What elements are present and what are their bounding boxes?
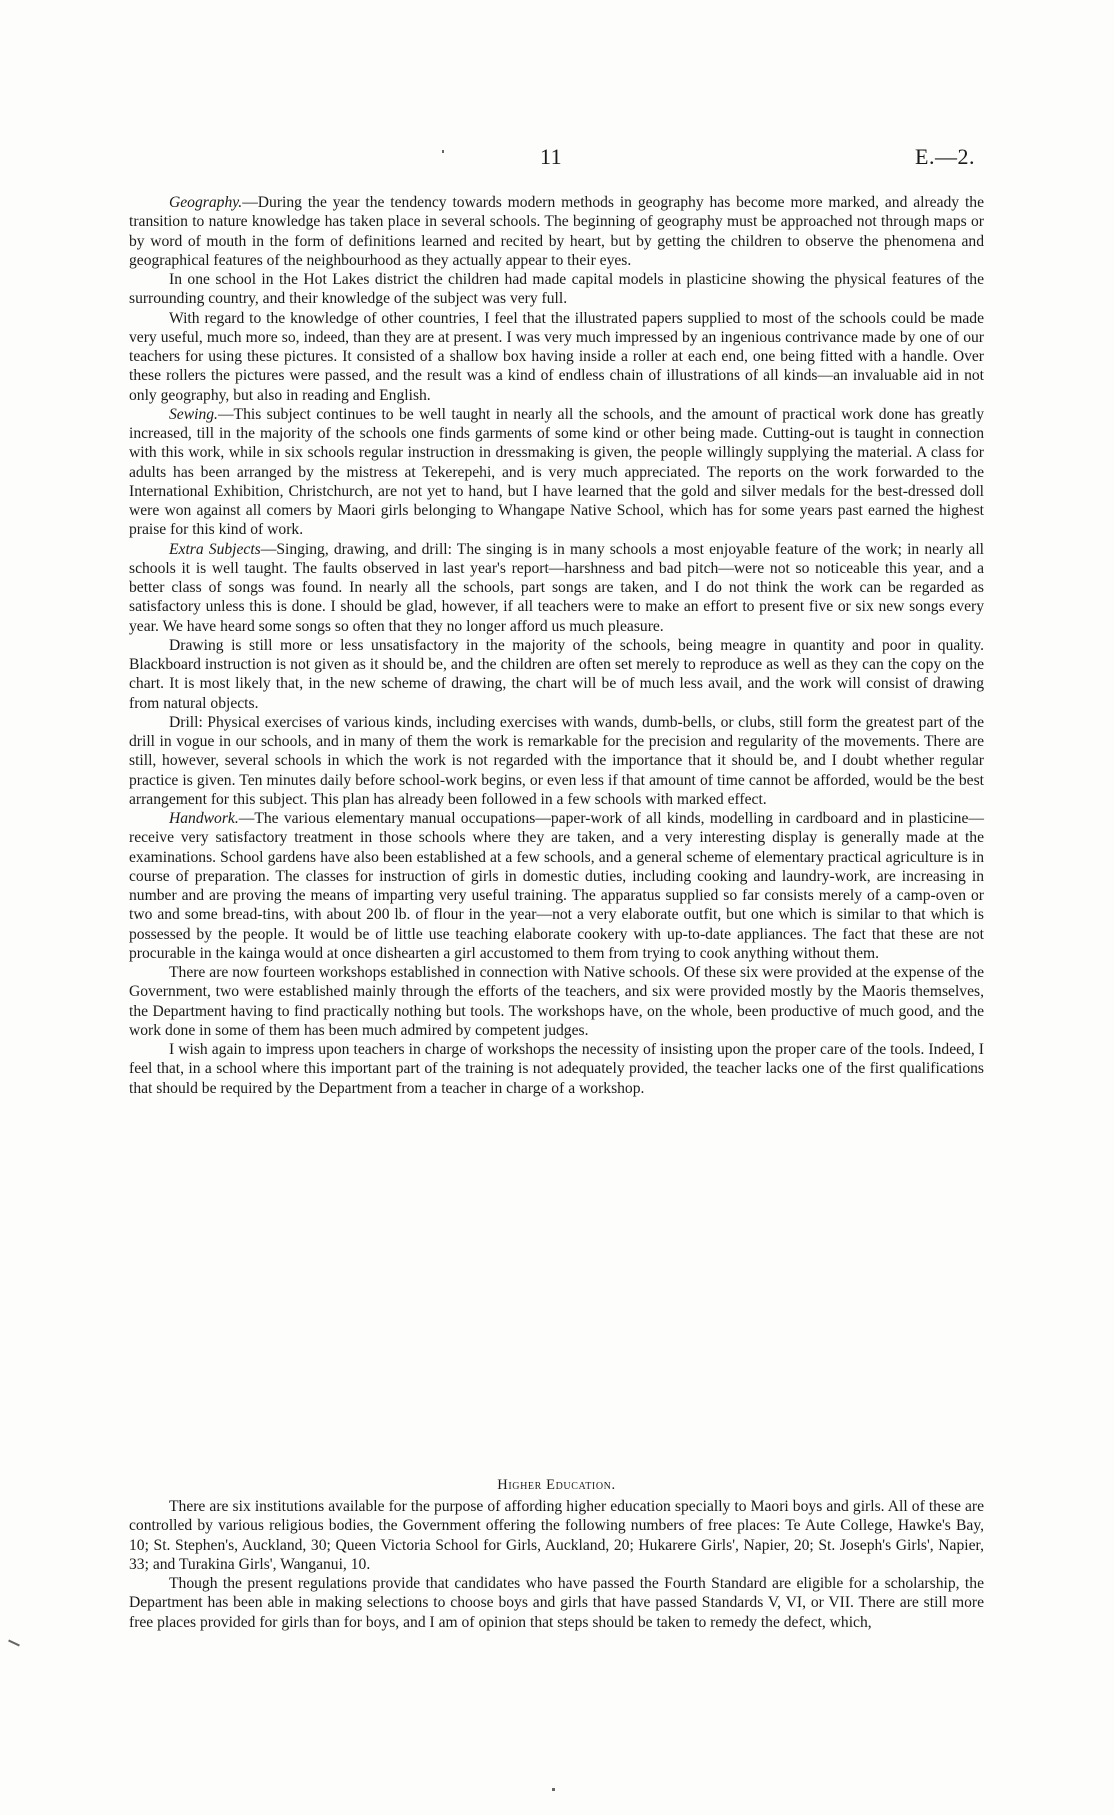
paragraph-text: There are now fourteen workshops established in connection with Native schools. Of these six were provided at the expense of the Government, two were established mainly through the efforts of the teachers, and six were provided mostly by the Maoris themselves, the Department having to find practically nothing but tools. The workshops have, on the whole, been productive of much good, and the work done in some of them has been much admired by competent judges. xyxy=(129,964,984,1039)
scan-artifact-top xyxy=(442,150,444,153)
page-number: 11 xyxy=(540,144,563,169)
paragraph-drill xyxy=(129,713,984,809)
paragraph-extra-subjects xyxy=(129,540,984,636)
scan-artifact-bottom xyxy=(552,1788,555,1791)
paragraph-scholarships xyxy=(129,1574,984,1632)
paragraph-geography xyxy=(129,193,984,270)
body-text xyxy=(129,193,984,1098)
section-heading: Higher Education. xyxy=(497,1477,616,1493)
page-header xyxy=(0,144,1114,174)
section-text xyxy=(129,1497,984,1632)
paragraph-text: Drawing is still more or less unsatisfactory in the majority of the schools, being meagre in quantity and poor in quality. Blackboard instruction is not given as it should be, and the children are often set merely to reproduce as well as they can the copy on the chart. It is most likely that, in the new scheme of drawing, the chart will be of much less avail, and the work will consist of drawing from natural objects. xyxy=(129,636,984,712)
paragraph-text: With regard to the knowledge of other countries, I feel that the illustrated papers supplied to most of the schools could be made very useful, much more so, indeed, than they are at present. I was very much impressed by an ingenious contrivance made by one of our teachers for using these pictures. It consisted of a shallow box having inside a roller at each end, one being fitted with a handle. Over these rollers the pictures were passed, and the result was a kind of endless chain of illustrations of all kinds—an invaluable aid in not only geography, but also in reading and English. xyxy=(129,309,984,404)
paragraph-hot-lakes xyxy=(129,270,984,309)
paragraph-lead: Sewing. xyxy=(169,405,218,423)
paragraph-tools xyxy=(129,1040,984,1098)
paragraph-workshops xyxy=(129,963,984,1040)
scan-artifact-left xyxy=(8,1640,20,1647)
paragraph-lead: Handwork. xyxy=(169,810,239,827)
paragraph-text: I wish again to impress upon teachers in charge of workshops the necessity of insisting upon the proper care of the tools. Indeed, I feel that, in a school where this important part of the training is not adequately provided, the teacher lacks one of the first qualifications that should be required by the Department from a teacher in charge of a workshop. xyxy=(129,1041,984,1097)
paragraph-handwork xyxy=(129,809,984,963)
paragraph-text: In one school in the Hot Lakes district the children had made capital models in plasticine showing the physical features of the surrounding country, and their knowledge of the subject was very full. xyxy=(129,271,984,308)
paragraph-text: Drill: Physical exercises of various kinds, including exercises with wands, dumb-bells, or clubs, still form the greatest part of the drill in vogue in our schools, and in many of them the work is remarkable for the precision and regularity of the movements. There are still, however, several schools in which the work is not regarded with the importance that it should be, and I doubt whether regular practice is given. Ten minutes daily before school-work begins, or even less if that amount of time cannot be afforded, would be the best arrangement for this subject. This plan has already been followed in a few schools with marked effect. xyxy=(129,713,984,808)
document-reference: E.—2. xyxy=(915,144,975,169)
paragraph-other-countries xyxy=(129,309,984,405)
paragraph-text: There are six institutions available for the purpose of affording higher education specially to Maori boys and girls. All of these are controlled by various religious bodies, the Government offering the following numbers of free places: Te Aute College, Hawke's Bay, 10; St. Stephen's, Auckland, 30; Queen Victoria School for Girls, Auckland, 20; Hukarere Girls', Napier, 20; St. Joseph's Girls', Napier, 33; and Turakina Girls', Wanganui, 10. xyxy=(129,1498,984,1573)
paragraph-text: —The various elementary manual occupations—paper-work of all kinds, modelling in cardboard and in plasticine—receive very satisfactory treatment in those schools where they are taken, and a very interesting display is generally made at the examinations. School gardens have also been established at a few schools, and a general scheme of elementary practical agriculture is in course of preparation. The classes for instruction of girls in domestic duties, including cooking and laundry-work, are increasing in number and are proving the means of imparting very useful training. The apparatus supplied so far consists merely of a camp-oven or two and some bread-tins, with about 200 lb. of flour in the year—not a very elaborate outfit, but one which is similar to that which is possessed by the people. It would be of little use teaching elaborate cookery with up-to-date appliances. The fact that these are not procurable in the kainga would at once dishearten a girl accustomed to them from trying to cook anything without them. xyxy=(129,810,984,962)
paragraph-text: —Singing, drawing, and drill: The singing is in many schools a most enjoyable feature of the work; in nearly all schools it is well taught. The faults observed in last year's report—harshness and bad pitch—were not so noticeable this year, and a better class of songs was found. In nearly all the schools, part songs are taken, and I do not think the work can be regarded as satisfactory unless this is done. I should be glad, however, if all teachers were to make an effort to present five or six new songs every year. We have heard some songs so often that they no longer afford us much pleasure. xyxy=(129,540,984,635)
paragraph-institutions xyxy=(129,1497,984,1574)
paragraph-drawing xyxy=(129,636,984,713)
paragraph-text: —During the year the tendency towards modern methods in geography has become more marked, and already the transition to nature knowledge has taken place in several schools. The beginning of geography must be approached not through maps or by word of mouth in the form of definitions learned and recited by heart, but by getting the children to observe the phenomena and geographical features of the neighbourhood as they actually appear to their eyes. xyxy=(129,194,984,269)
paragraph-sewing xyxy=(129,405,984,540)
paragraph-text: —This subject continues to be well taught in nearly all the schools, and the amount of practical work done has greatly increased, till in the majority of the schools one finds garments of some kind or other being made. Cutting-out is taught in connection with this work, while in six schools regular instruction in dressmaking is given, the people willingly supplying the material. A class for adults has been arranged by the mistress at Tekerepehi, and is very much appreciated. The reports on the work forwarded to the International Exhibition, Christchurch, are not yet to hand, but I have learned that the gold and silver medals for the best-dressed doll were won against all comers by Maori girls belonging to Whangape Native School, which has for some years past earned the highest praise for this kind of work. xyxy=(129,405,984,539)
paragraph-lead: Geography. xyxy=(169,194,243,211)
paragraph-text: Though the present regulations provide that candidates who have passed the Fourth Standard are eligible for a scholarship, the Department has been able in making selections to choose boys and girls that have passed Standards V, VI, or VII. There are still more free places provided for girls than for boys, and I am of opinion that steps should be taken to remedy the defect, which, xyxy=(129,1575,984,1631)
paragraph-lead: Extra Subjects xyxy=(169,540,261,558)
